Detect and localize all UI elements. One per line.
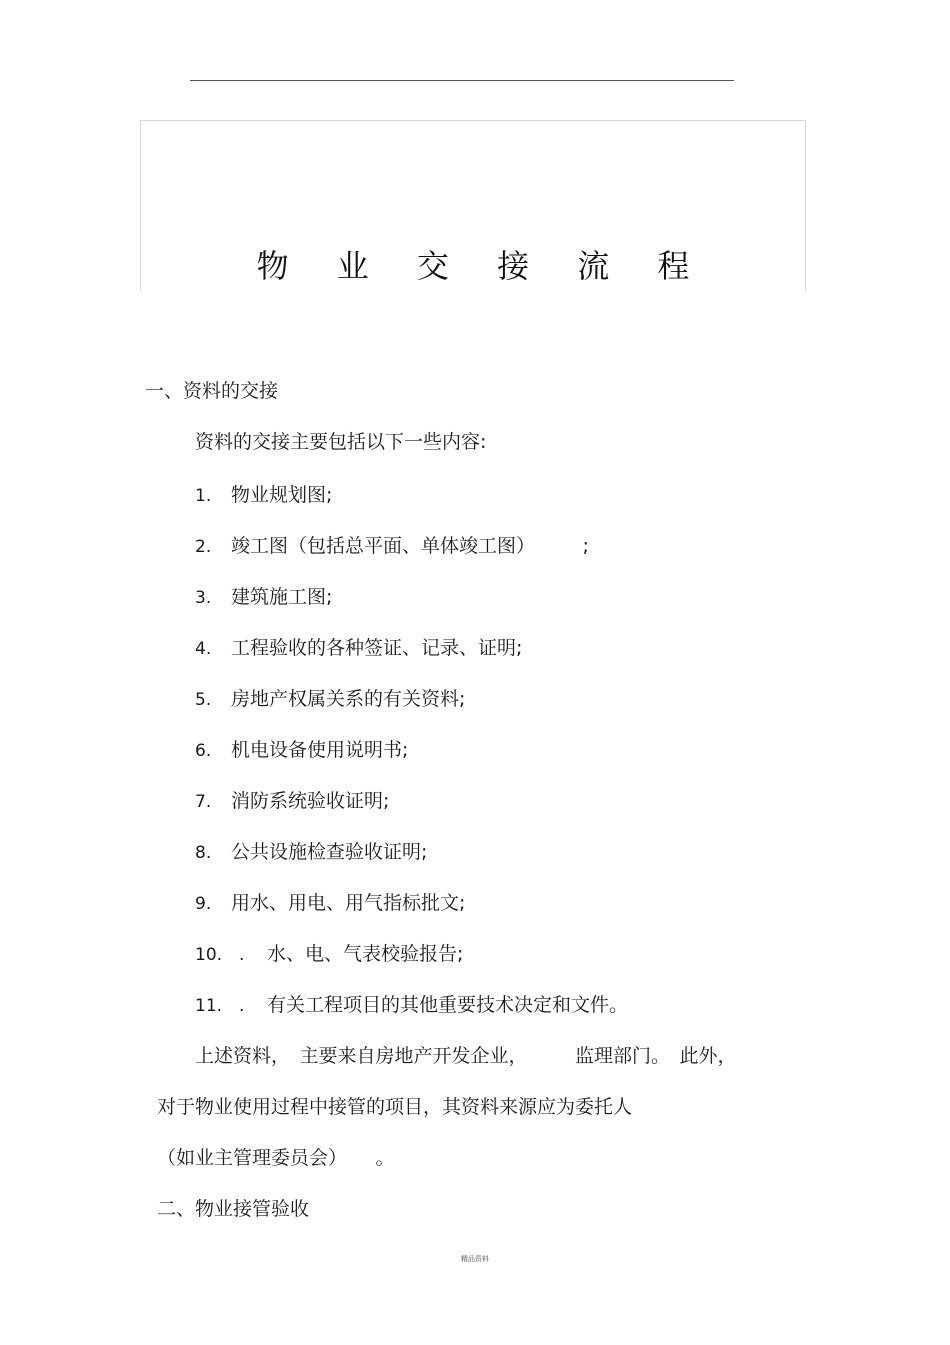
list-item (195, 993, 628, 1018)
list-item-number: 2. (195, 537, 212, 557)
list-item-number: 4. (195, 639, 212, 659)
paragraph-line: （如业主管理委员会） 。 (157, 1147, 395, 1169)
section1-heading: 一、资料的交接 (145, 380, 279, 402)
list-item (195, 687, 465, 712)
list-item (195, 483, 332, 508)
list-item-number: 3. (195, 588, 212, 608)
list-item (195, 891, 465, 916)
list-item-number: 7. (195, 792, 212, 812)
list-item-text: 用水、用电、用气指标批文; (231, 892, 466, 914)
list-item-number: 11. . (195, 996, 245, 1016)
list-item-number: 10. . (195, 945, 245, 965)
list-item (195, 534, 589, 559)
list-item-text: 物业规划图; (231, 484, 333, 506)
page-footer: 精品资料 (461, 1255, 489, 1263)
list-item-number: 5. (195, 690, 212, 710)
list-item (195, 585, 332, 610)
list-item-text: 竣工图（包括总平面、单体竣工图） ; (231, 535, 589, 557)
list-item-text: 机电设备使用说明书; (231, 739, 409, 761)
list-item-text: 房地产权属关系的有关资料; (231, 688, 466, 710)
list-item (195, 738, 408, 763)
list-item (195, 636, 522, 661)
list-item-number: 6. (195, 741, 212, 761)
paragraph-line: 对于物业使用过程中接管的项目，其资料来源应为委托人 (157, 1096, 633, 1118)
list-item-text: 建筑施工图; (231, 586, 333, 608)
list-item-number: 9. (195, 894, 212, 914)
list-item-text: 公共设施检查验收证明; (231, 841, 428, 863)
list-item (195, 840, 427, 865)
list-item-number: 1. (195, 486, 212, 506)
header-rule (190, 80, 734, 81)
list-item-number: 8. (195, 843, 212, 863)
list-item (195, 942, 463, 967)
list-item-text: 水、电、气表校验报告; (267, 943, 464, 965)
section1-intro: 资料的交接主要包括以下一些内容: (195, 431, 487, 453)
list-item-text: 消防系统验收证明; (231, 790, 390, 812)
title-frame (140, 120, 806, 291)
list-item-text: 工程验收的各种签证、记录、证明; (231, 637, 523, 659)
list-item (195, 789, 389, 814)
section2-heading: 二、物业接管验收 (157, 1198, 310, 1220)
list-item-text: 有关工程项目的其他重要技术决定和文件。 (267, 994, 629, 1016)
paragraph-line: 上述资料， 主要来自房地产开发企业， 监理部门。 此外， (195, 1045, 737, 1067)
page-title: 物 业 交 接 流 程 (256, 247, 709, 285)
